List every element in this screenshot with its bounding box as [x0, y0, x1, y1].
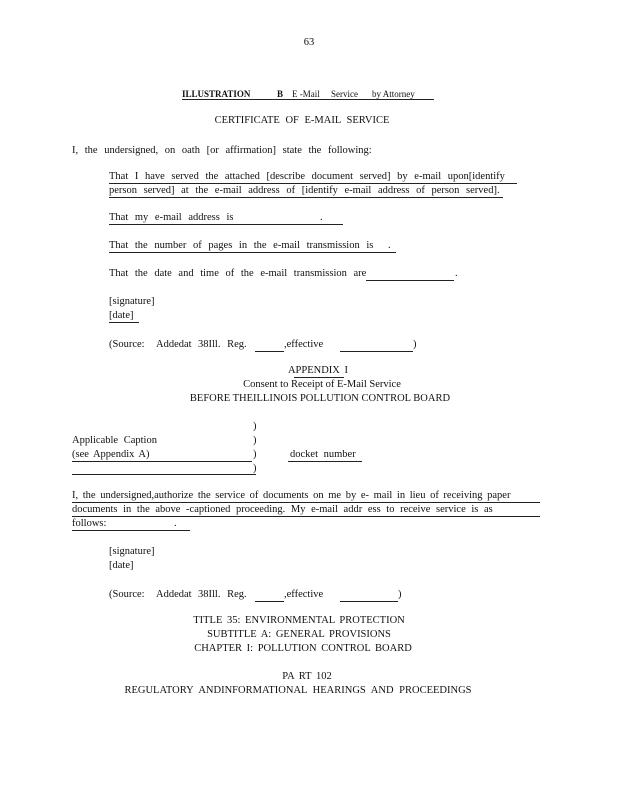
- docket-underline: [288, 461, 362, 462]
- authorize-line-3: follows:: [72, 518, 107, 529]
- served-line-2-underline: [109, 197, 503, 198]
- docket-number: docket number: [290, 449, 356, 460]
- see-appendix-underline: [72, 461, 252, 462]
- date-1: [date]: [109, 310, 134, 321]
- caption-paren-4: ): [253, 463, 257, 474]
- illustration-underline: [182, 99, 434, 100]
- date-time-end: .: [455, 268, 458, 279]
- source-1-effective-blank: [340, 351, 413, 352]
- page-number: 63: [303, 37, 315, 48]
- title-35: TITLE 35: ENVIRONMENTAL PROTECTION: [193, 615, 405, 626]
- oath-line: I, the undersigned, on oath [or affirmation] state the following:: [72, 145, 372, 156]
- source-2-effective-blank: [340, 601, 398, 602]
- date-1-underline: [109, 322, 139, 323]
- caption-paren-3: ): [253, 449, 257, 460]
- caption-paren-2: ): [253, 435, 257, 446]
- date-2: [date]: [109, 560, 134, 571]
- authorize-end: .: [174, 518, 177, 529]
- applicable-caption: Applicable Caption: [72, 435, 157, 446]
- authorize-line-2-underline: [72, 516, 540, 517]
- source-2-label: (Source:: [109, 589, 145, 600]
- authorize-line-3-underline: [72, 530, 190, 531]
- see-appendix: (see Appendix A): [72, 449, 150, 460]
- email-address-end: .: [320, 212, 323, 223]
- authorize-line-2: documents in the above -captioned proceeding. My e-mail addr ess to receive service is as: [72, 504, 493, 515]
- source-2-close: ): [398, 589, 402, 600]
- certificate-title: CERTIFICATE OF E-MAIL SERVICE: [214, 115, 390, 126]
- source-1-added: Addedat: [156, 339, 192, 350]
- source-1-label: (Source:: [109, 339, 145, 350]
- signature-2: [signature]: [109, 546, 155, 557]
- illustration-label: ILLUSTRATION: [182, 89, 251, 99]
- appendix-before: BEFORE THEILLINOIS POLLUTION CONTROL BOARD: [189, 393, 451, 404]
- subtitle: SUBTITLE A: GENERAL PROVISIONS: [207, 629, 391, 640]
- source-1-reg-blank: [255, 351, 284, 352]
- illustration-email: E -Mail: [292, 89, 320, 99]
- source-1-reg: 38Ill. Reg.: [198, 339, 247, 350]
- signature-1: [signature]: [109, 296, 155, 307]
- appendix-title: APPENDIX I: [287, 365, 349, 376]
- part-102: PA RT 102: [282, 671, 332, 682]
- date-time-line: That the date and time of the e-mail transmission are: [109, 268, 367, 279]
- authorize-line-1: I, the undersigned,authorize the service of documents on me by e- mail in lieu of receiving paper: [72, 490, 511, 501]
- source-1-close: ): [413, 339, 417, 350]
- served-line-2: person served] at the e-mail address of [identify e-mail address of person served].: [109, 185, 500, 196]
- served-line-1: That I have served the attached [describe document served] by e-mail upon[identify: [109, 171, 505, 182]
- email-address-underline: [109, 224, 343, 225]
- illustration-service: Service: [331, 89, 358, 99]
- source-2-effective: ,effective: [284, 589, 324, 600]
- illustration-by-attorney: by Attorney: [372, 89, 415, 99]
- caption-bottom-line: [72, 474, 256, 475]
- email-address-line: That my e-mail address is: [109, 212, 234, 223]
- regulatory-heading: REGULATORY ANDINFORMATIONAL HEARINGS AND PROCEEDINGS: [124, 685, 472, 696]
- pages-line: That the number of pages in the e-mail transmission is: [109, 240, 374, 251]
- pages-underline: [109, 252, 396, 253]
- chapter: CHAPTER I: POLLUTION CONTROL BOARD: [194, 643, 412, 654]
- source-2-added: Addedat: [156, 589, 192, 600]
- caption-paren-1: ): [253, 421, 257, 432]
- appendix-consent: Consent to Receipt of E-Mail Service: [243, 379, 401, 390]
- pages-end: .: [388, 240, 391, 251]
- illustration-letter: B: [277, 89, 284, 99]
- source-2-reg: 38Ill. Reg.: [198, 589, 247, 600]
- date-time-blank: [366, 280, 454, 281]
- source-2-reg-blank: [255, 601, 284, 602]
- source-1-effective: ,effective: [284, 339, 324, 350]
